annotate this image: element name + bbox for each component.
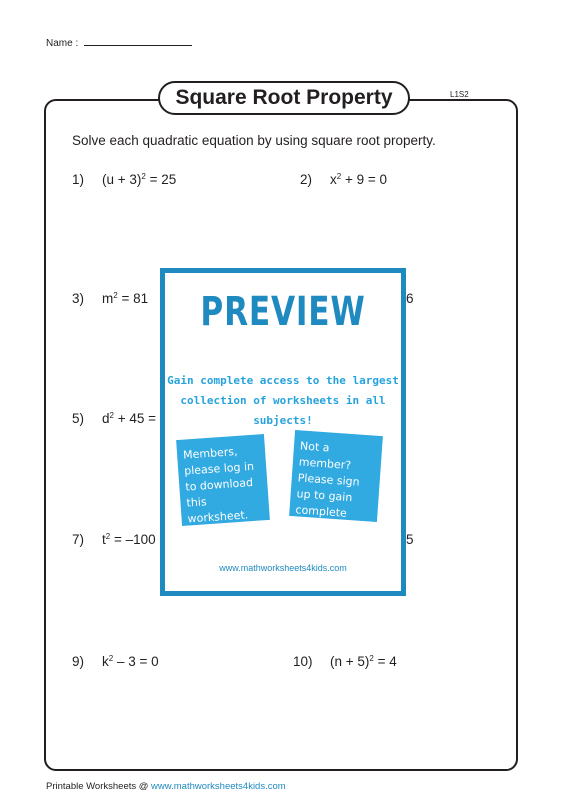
worksheet-title: Square Root Property [158,81,410,115]
footer-link[interactable]: www.mathworksheets4kids.com [151,781,286,792]
preview-promo-line-1: Gain complete access to the largest [167,374,399,387]
problem-rhs: – 3 = 0 [113,654,159,669]
problem-rhs: + 9 = 0 [341,172,387,187]
preview-promo [165,371,401,431]
problem-number: 9) [72,654,85,669]
problem-1 [72,172,176,187]
problem-rhs: 6 [406,291,414,306]
problem-lhs: d [102,411,110,426]
name-label: Name : [46,38,79,49]
problem-lhs: (n + 5) [330,654,370,669]
problem-number: 5) [72,411,85,426]
exponent: 2 [108,654,114,663]
problem-lhs: m [102,291,114,306]
problem-10 [293,654,397,669]
problem-4-partial [406,291,414,306]
problem-rhs: = –100 [110,532,156,547]
exponent: 2 [336,172,342,181]
members-login-card[interactable]: Members, please log in to download this worksheet. [176,434,270,526]
name-blank [84,36,192,46]
exponent: 2 [109,411,114,420]
problem-number: 2) [300,172,313,187]
problem-number: 7) [72,532,85,547]
worksheet-code: L1S2 [450,90,469,99]
problem-2 [300,172,387,187]
problem-number: 10) [293,654,313,669]
footer [46,781,286,792]
problem-5 [72,411,156,426]
name-row [46,36,192,49]
problem-9 [72,654,159,669]
problem-7 [72,532,156,547]
exponent: 2 [369,654,374,663]
problem-rhs: 5 [406,532,414,547]
problem-8-partial [406,532,414,547]
instructions: Solve each quadratic equation by using square root property. [72,133,436,148]
problem-rhs: = 25 [145,172,177,187]
footer-label: Printable Worksheets @ [46,781,152,792]
problem-lhs: k [102,654,109,669]
problem-rhs: = 4 [373,654,397,669]
preview-title: PREVIEW [200,289,366,335]
exponent: 2 [141,172,146,181]
problem-3 [72,291,148,306]
problem-lhs: x [330,172,337,187]
exponent: 2 [113,291,118,300]
preview-promo-line-2: collection of worksheets in all subjects! [180,394,386,427]
preview-overlay [160,268,406,596]
problem-number: 1) [72,172,85,187]
problem-number: 3) [72,291,85,306]
exponent: 2 [105,532,111,541]
signup-card[interactable]: Not a member? Please sign up to gain complete access. [289,430,383,522]
problem-lhs: (u + 3) [102,172,142,187]
problem-lhs: t [102,532,106,547]
problem-rhs: + 45 = [113,411,157,426]
preview-url-link[interactable]: www.mathworksheets4kids.com [219,563,347,573]
problem-rhs: = 81 [117,291,149,306]
